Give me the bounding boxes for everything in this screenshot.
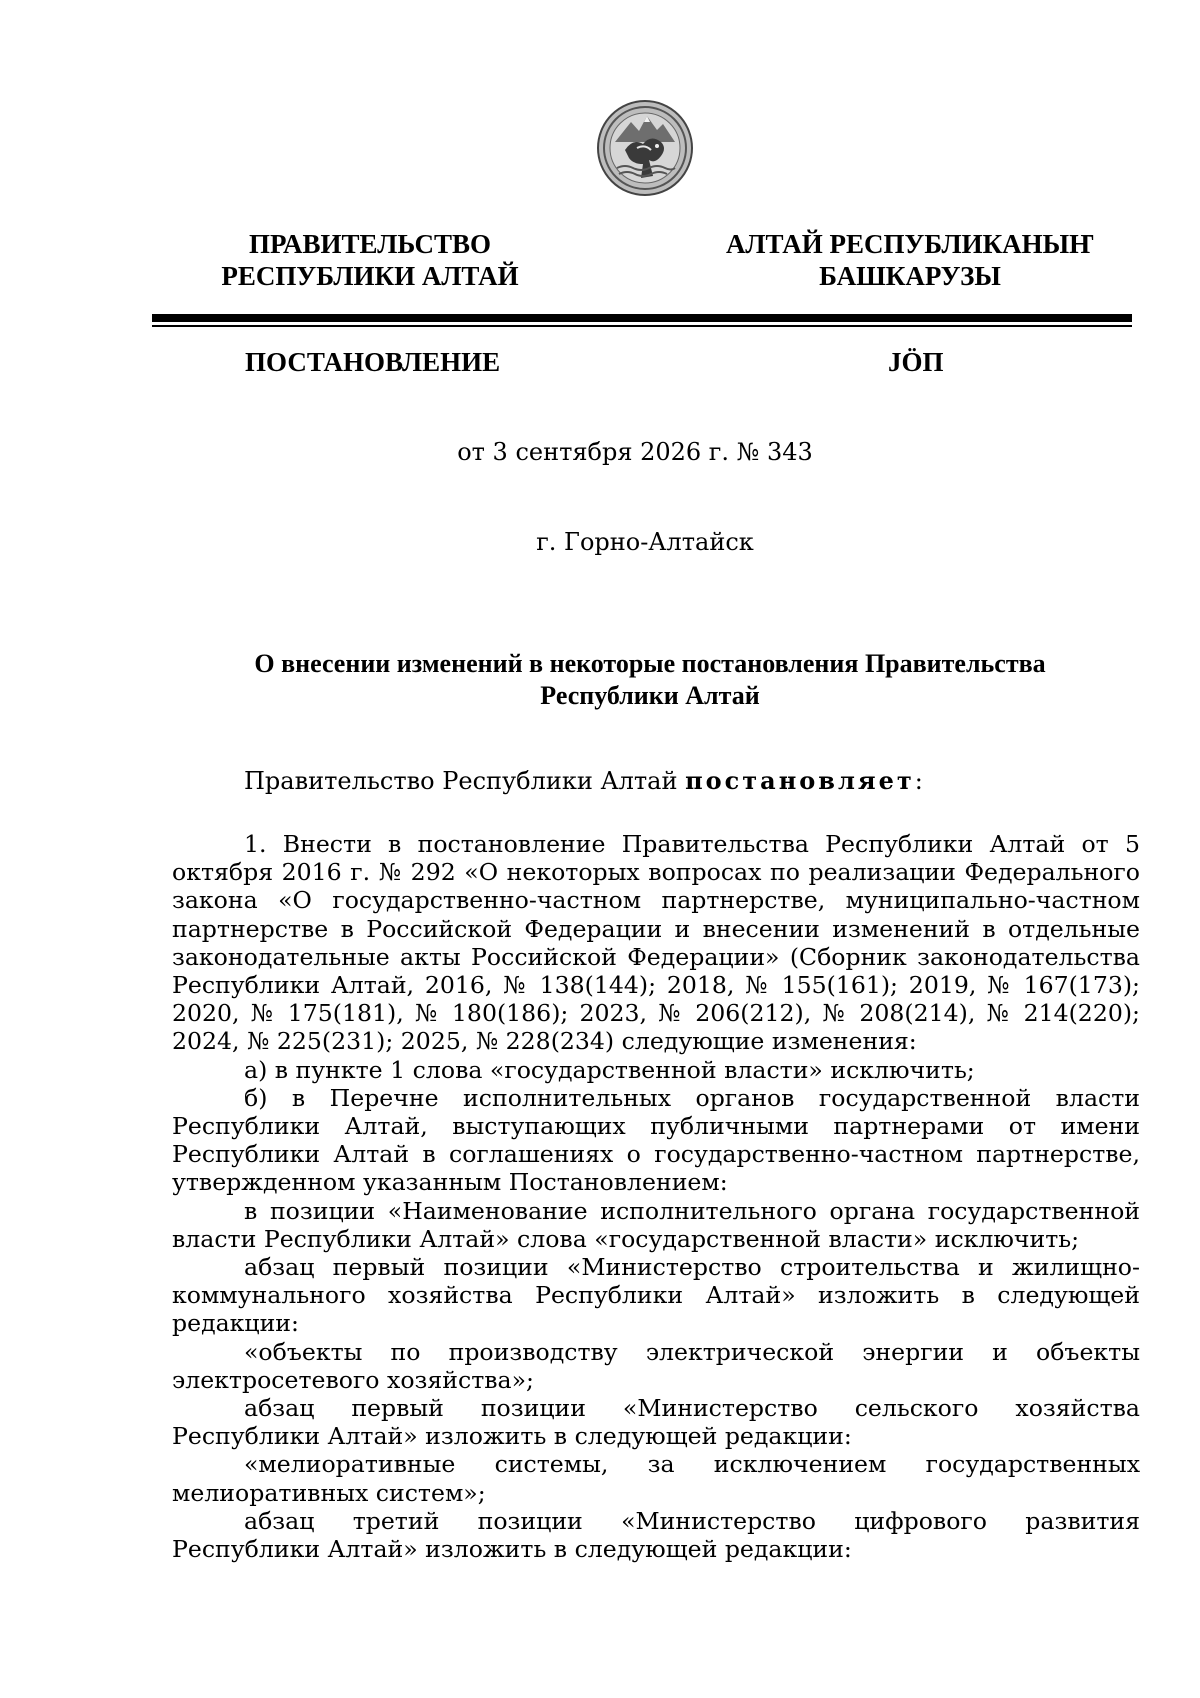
doc-type-altai: JÖП	[888, 347, 944, 377]
paragraph-1: 1. Внести в постановление Правительства Республики Алтай от 5 октября 2016 г. № 292 «О некоторых вопросах по реализации Федерального закона «О государственно-частном партнерстве, муниципально-частном партнерстве в Российской Федерации и внесении изменений в отдельные законодательные акты Российской Федерации» (Сборник законодательства Республики Алтай, 2016, № 138(144); 2018, № 155(161); 2019, № 167(173); 2020, № 175(181), № 180(186); 2023, № 206(212), № 208(214), № 214(220); 2024, № 225(231); 2025, № 228(234) следующие изменения:	[172, 830, 1140, 1056]
document-date-number: от 3 сентября 2026 г. № 343	[457, 438, 813, 466]
preamble-text: Правительство Республики Алтай	[244, 767, 686, 795]
paragraph-8: «мелиоративные системы, за исключением государственных мелиоративных систем»;	[172, 1450, 1140, 1507]
paragraph-6: «объекты по производству электрической энергии и объекты электросетевого хозяйства»;	[172, 1337, 1140, 1394]
header-divider-thick	[152, 314, 1132, 322]
government-name-russian	[195, 228, 545, 292]
document-title-line1: О внесении изменений в некоторые постановления Правительства	[254, 649, 1046, 678]
paragraph-7: абзац первый позиции «Министерство сельского хозяйства Республики Алтай» изложить в следующей редакции:	[172, 1394, 1140, 1451]
government-name-line2: РЕСПУБЛИКИ АЛТАЙ	[221, 261, 519, 291]
document-body	[172, 830, 1140, 1563]
government-name-altai-line2: БАШКАРУЗЫ	[819, 261, 1001, 291]
paragraph-2: а) в пункте 1 слова «государственной власти» исключить;	[244, 1055, 975, 1084]
coat-of-arms-icon	[595, 98, 695, 198]
document-title	[170, 648, 1130, 712]
paragraph-5: абзац первый позиции «Министерство строительства и жилищно-коммунального хозяйства Республики Алтай» изложить в следующей редакции:	[172, 1253, 1140, 1338]
government-name-altai-line1: АЛТАЙ РЕСПУБЛИКАНЫҤ	[725, 229, 1095, 259]
header-divider-thin	[152, 325, 1132, 327]
government-name-line1: ПРАВИТЕЛЬСТВО	[248, 229, 492, 259]
preamble-emphasis: постановляет	[685, 766, 915, 795]
document-title-line2: Республики Алтай	[540, 681, 760, 710]
preamble-colon: :	[914, 767, 923, 795]
paragraph-4: в позиции «Наименование исполнительного органа государственной власти Республики Алтай» слова «государственной власти» исключить;	[172, 1196, 1140, 1253]
doc-type-russian: ПОСТАНОВЛЕНИЕ	[245, 347, 501, 377]
preamble	[244, 766, 923, 796]
paragraph-3: б) в Перечне исполнительных органов государственной власти Республики Алтай, выступающих публичными партнерами от имени Республики Алтай в соглашениях о государственно-частном партнерстве, утвержденном указанным Постановлением:	[172, 1083, 1140, 1197]
document-city: г. Горно-Алтайск	[536, 528, 754, 556]
government-name-altai	[685, 228, 1135, 292]
paragraph-9: абзац третий позиции «Министерство цифрового развития Республики Алтай» изложить в следующей редакции:	[172, 1506, 1140, 1564]
